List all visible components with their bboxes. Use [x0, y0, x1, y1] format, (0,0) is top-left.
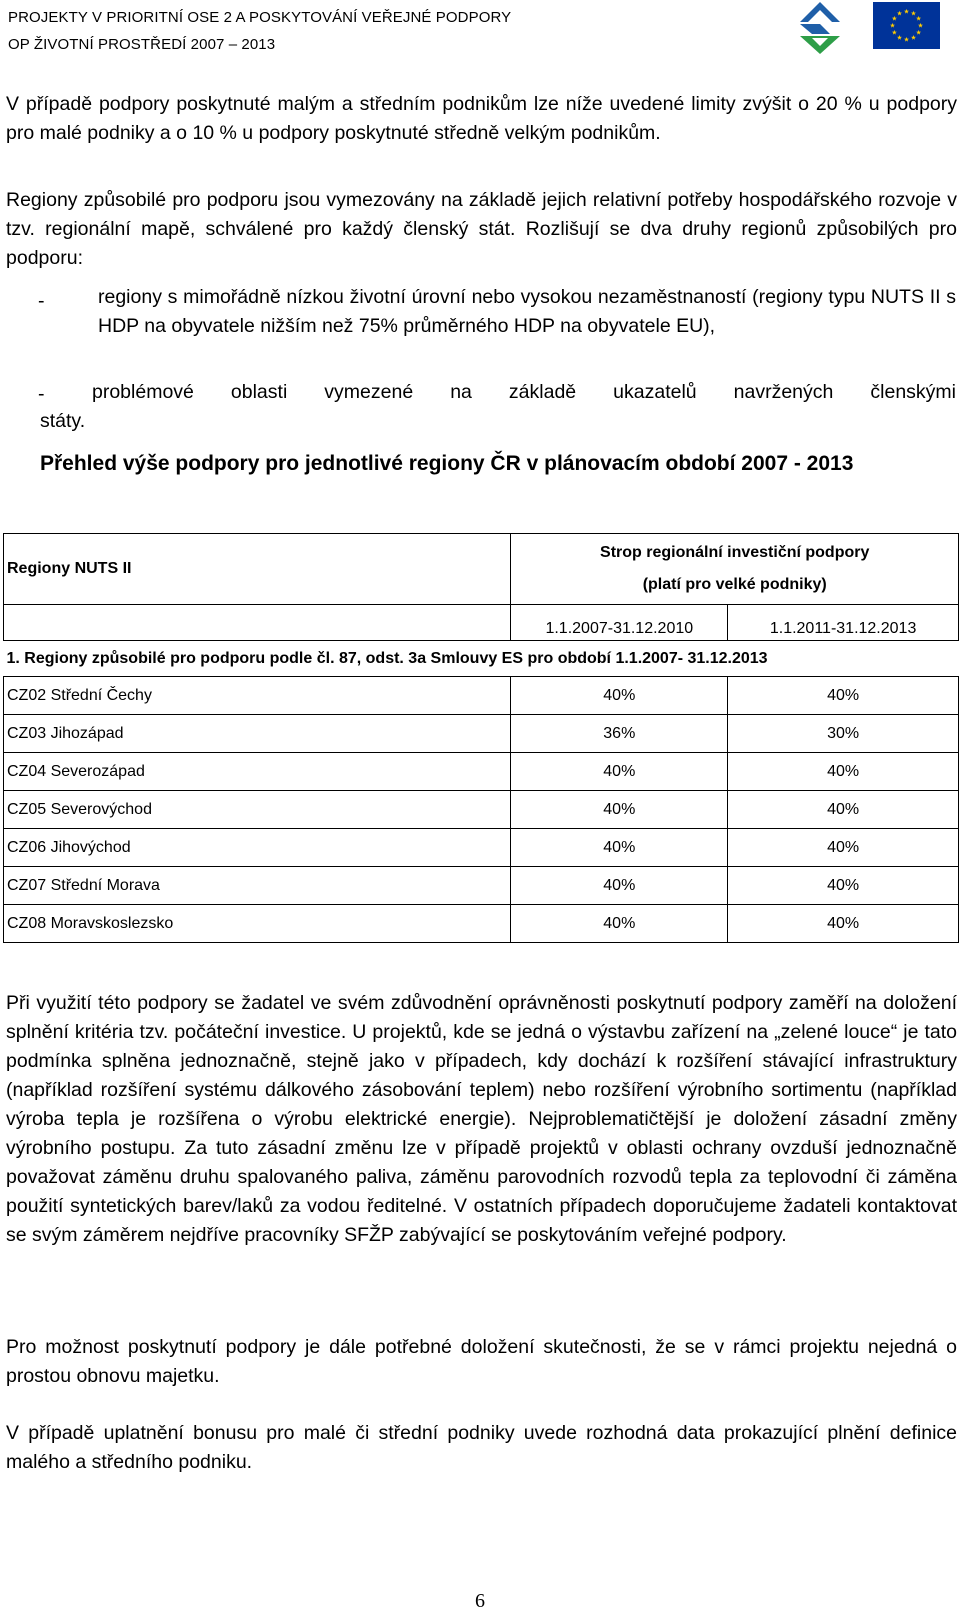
intro-paragraph-1: V případě podpory poskytnuté malým a středním podnikům lze níže uvedené limity zvýšit o 20 % u podpory pro malé podniky a o 10 % u podpory poskytnuté středně velkým podnikům.	[6, 93, 957, 144]
table-row	[4, 715, 959, 753]
period2-value-cell: 40%	[728, 791, 959, 829]
opzp-logo-icon	[790, 0, 850, 55]
eu-flag-icon	[873, 2, 940, 49]
document-header	[8, 4, 511, 58]
period-header-2: 1.1.2011-31.12.2013	[728, 605, 959, 641]
outro-paragraph-3: V případě uplatnění bonusu pro malé či střední podniky uvede rozhodná data prokazující plnění definice malého a středního podniku.	[6, 1422, 957, 1473]
region-name-cell: CZ08 Moravskoslezsko	[4, 905, 511, 943]
bullet-item-1: regiony s mimořádně nízkou životní úrovní nebo vysokou nezaměstnaností (regiony typu NUTS II s HDP na obyvatele nižším než 75% průměrného HDP na obyvatele EU),	[98, 286, 956, 337]
region-name-cell: CZ06 Jihovýchod	[4, 829, 511, 867]
table-row	[4, 867, 959, 905]
regions-table	[3, 533, 959, 943]
period2-value-cell: 40%	[728, 753, 959, 791]
bullet-item-2: problémové oblasti vymezené na základě ukazatelů navržených členskými	[92, 381, 956, 403]
outro-paragraph-2: Pro možnost poskytnutí podpory je dále potřebné doložení skutečnosti, že se v rámci projektu nejedná o prostou obnovu majetku.	[6, 1336, 957, 1387]
region-name-cell: CZ02 Střední Čechy	[4, 677, 511, 715]
column-header-strop	[511, 534, 959, 605]
period2-value-cell: 40%	[728, 905, 959, 943]
period1-value-cell: 40%	[511, 905, 728, 943]
table-row	[4, 905, 959, 943]
period2-value-cell: 40%	[728, 867, 959, 905]
bullet-item-2-continuation: státy.	[40, 410, 86, 432]
period1-value-cell: 40%	[511, 829, 728, 867]
period1-value-cell: 40%	[511, 753, 728, 791]
table-row	[4, 753, 959, 791]
bullet-dash-2: -	[38, 383, 45, 405]
region-name-cell: CZ04 Severozápad	[4, 753, 511, 791]
table-row	[4, 829, 959, 867]
page-number: 6	[475, 1590, 485, 1612]
period1-value-cell: 40%	[511, 791, 728, 829]
table-row	[4, 677, 959, 715]
period2-value-cell: 40%	[728, 829, 959, 867]
outro-paragraph-1: Při využití této podpory se žadatel ve svém zdůvodnění oprávněnosti poskytnutí podpory zaměří na doložení splnění kritéria tzv. počáteční investice. U projektů, kde se jedná o výstavbu zařízení na „zelené louce“ je tato podmínka splněna jednoznačně, stejně jako v případech, kdy dochází k rozšíření stávající infrastruktury (například rozšíření systému dálkového zásobování teplem) nebo rozšíření výrobního sortimentu (například výroba tepla je rozšířena o výrobu elektrické energie). Nejproblematičtější je doložení zásadní změny výrobního postupu. Za tuto zásadní změnu lze v případě projektů v oblasti ochrany ovzduší jednoznačně považovat záměnu druhu spalovaného paliva, záměnu parovodních rozvodů tepla za teplovodní či záměna použití syntetických barev/laků za vodou ředitelné. V ostatních případech doporučujeme žadateli kontaktovat se svým záměrem nejdříve pracovníky SFŽP zabývající se poskytováním veřejné podpory.	[6, 992, 957, 1246]
region-name-cell: CZ05 Severovýchod	[4, 791, 511, 829]
region-name-cell: CZ07 Střední Morava	[4, 867, 511, 905]
period1-value-cell: 36%	[511, 715, 728, 753]
period1-value-cell: 40%	[511, 677, 728, 715]
table-section-row: 1. Regiony způsobilé pro podporu podle čl. 87, odst. 3a Smlouvy ES pro období 1.1.2007- 31.12.2013	[4, 641, 959, 677]
period2-value-cell: 40%	[728, 677, 959, 715]
table-row	[4, 791, 959, 829]
period1-value-cell: 40%	[511, 867, 728, 905]
header-line-1: PROJEKTY V PRIORITNÍ OSE 2 A POSKYTOVÁNÍ VEŘEJNÉ PODPORY	[8, 9, 512, 26]
region-name-cell: CZ03 Jihozápad	[4, 715, 511, 753]
column-header-strop-title: Strop regionální investiční podpory	[600, 544, 870, 561]
intro-paragraph-2: Regiony způsobilé pro podporu jsou vymezovány na základě jejich relativní potřeby hospodářského rozvoje v tzv. regionální mapě, schválené pro každý členský stát. Rozlišují se dva druhy regionů způsobilých pro podporu:	[6, 189, 957, 269]
table-heading: Přehled výše podpory pro jednotlivé regiony ČR v plánovacím období 2007 - 2013	[40, 452, 854, 475]
header-line-2: OP ŽIVOTNÍ PROSTŘEDÍ 2007 – 2013	[8, 36, 276, 53]
column-header-region: Regiony NUTS II	[4, 534, 511, 605]
column-header-strop-note: (platí pro velké podniky)	[642, 576, 827, 593]
period-header-empty	[4, 605, 511, 641]
bullet-dash-1: -	[38, 290, 45, 312]
period-header-1: 1.1.2007-31.12.2010	[511, 605, 728, 641]
period2-value-cell: 30%	[728, 715, 959, 753]
